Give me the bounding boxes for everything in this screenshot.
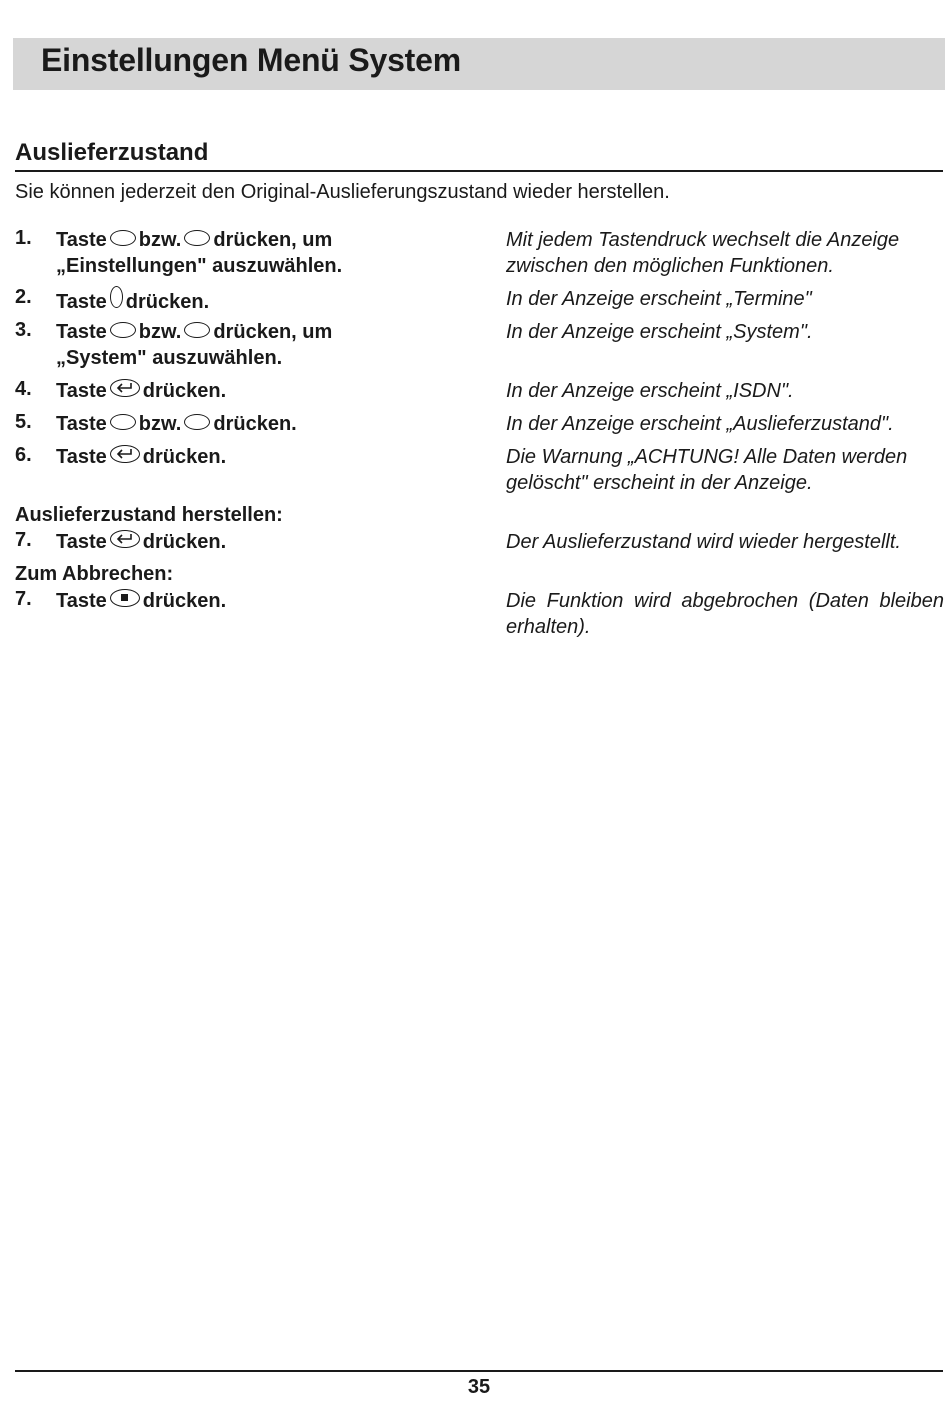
instr-word: Taste	[56, 446, 107, 468]
step-number: 5.	[15, 411, 32, 433]
step-result: In der Anzeige erscheint „System".	[506, 321, 813, 343]
step-instruction	[56, 588, 486, 614]
instr-word: drücken.	[213, 413, 297, 435]
step-instruction	[56, 529, 486, 555]
step-result: In der Anzeige erscheint „Termine"	[506, 288, 812, 310]
instr-word: drücken.	[125, 291, 210, 313]
step-number: 6.	[15, 444, 32, 466]
instr-word: Taste	[56, 291, 107, 313]
step-number: 4.	[15, 378, 32, 400]
step-result: Mit jedem Tastendruck wechselt die Anzeige zwischen den möglichen Funktionen.	[506, 229, 900, 277]
oval-key-icon	[110, 230, 136, 246]
instr-word: Taste	[56, 380, 107, 402]
step-result: Die Funktion wird abgebrochen (Daten bleiben erhalten).	[506, 590, 944, 638]
instr-word: bzw.	[138, 321, 182, 343]
step-instruction	[56, 411, 486, 437]
instr-word: drücken, um	[213, 229, 333, 251]
instr-word: Taste	[56, 229, 107, 251]
step-number: 1.	[15, 227, 32, 249]
instr-line: „System" auszuwählen.	[56, 347, 283, 369]
restore-subhead: Auslieferzustand herstellen:	[15, 504, 283, 526]
intro-text: Sie können jederzeit den Original-Auslieferungszustand wieder herstellen.	[15, 181, 670, 203]
footer-divider	[15, 1370, 943, 1372]
page-number: 35	[467, 1376, 491, 1398]
step-instruction	[56, 227, 486, 279]
tall-oval-key-icon	[110, 286, 123, 308]
page-title: Einstellungen Menü System	[41, 42, 461, 78]
step-result: In der Anzeige erscheint „ISDN".	[506, 380, 794, 402]
instr-word: Taste	[56, 413, 107, 435]
instr-word: drücken.	[142, 590, 227, 612]
instr-word: Taste	[56, 531, 107, 553]
step-result: Der Auslieferzustand wird wieder hergestellt.	[506, 531, 901, 553]
step-instruction	[56, 319, 486, 371]
header-bar	[13, 38, 945, 90]
instr-word: drücken.	[142, 380, 227, 402]
enter-key-icon	[110, 379, 140, 397]
instr-line: „Einstellungen" auszuwählen.	[56, 255, 343, 277]
section-divider	[15, 170, 943, 172]
instr-word: drücken, um	[213, 321, 333, 343]
step-result: Die Warnung „ACHTUNG! Alle Daten werden gelöscht" erscheint in der Anzeige.	[506, 446, 908, 494]
step-number: 3.	[15, 319, 32, 341]
oval-key-icon	[110, 322, 136, 338]
instr-word: Taste	[56, 590, 107, 612]
step-number: 7.	[15, 529, 32, 551]
cancel-subhead: Zum Abbrechen:	[15, 563, 174, 585]
instr-word: drücken.	[142, 446, 227, 468]
step-number: 7.	[15, 588, 32, 610]
instr-word: drücken.	[142, 531, 227, 553]
step-number: 2.	[15, 286, 32, 308]
instr-word: bzw.	[138, 413, 182, 435]
step-instruction	[56, 286, 486, 315]
section-title: Auslieferzustand	[15, 139, 209, 166]
oval-key-icon	[184, 230, 210, 246]
stop-key-icon	[110, 589, 140, 607]
step-instruction	[56, 378, 486, 404]
oval-key-icon	[110, 414, 136, 430]
enter-key-icon	[110, 530, 140, 548]
instr-word: Taste	[56, 321, 107, 343]
instr-word: bzw.	[138, 229, 182, 251]
oval-key-icon	[184, 414, 210, 430]
oval-key-icon	[184, 322, 210, 338]
step-instruction	[56, 444, 486, 470]
step-result: In der Anzeige erscheint „Auslieferzustand".	[506, 413, 894, 435]
enter-key-icon	[110, 445, 140, 463]
